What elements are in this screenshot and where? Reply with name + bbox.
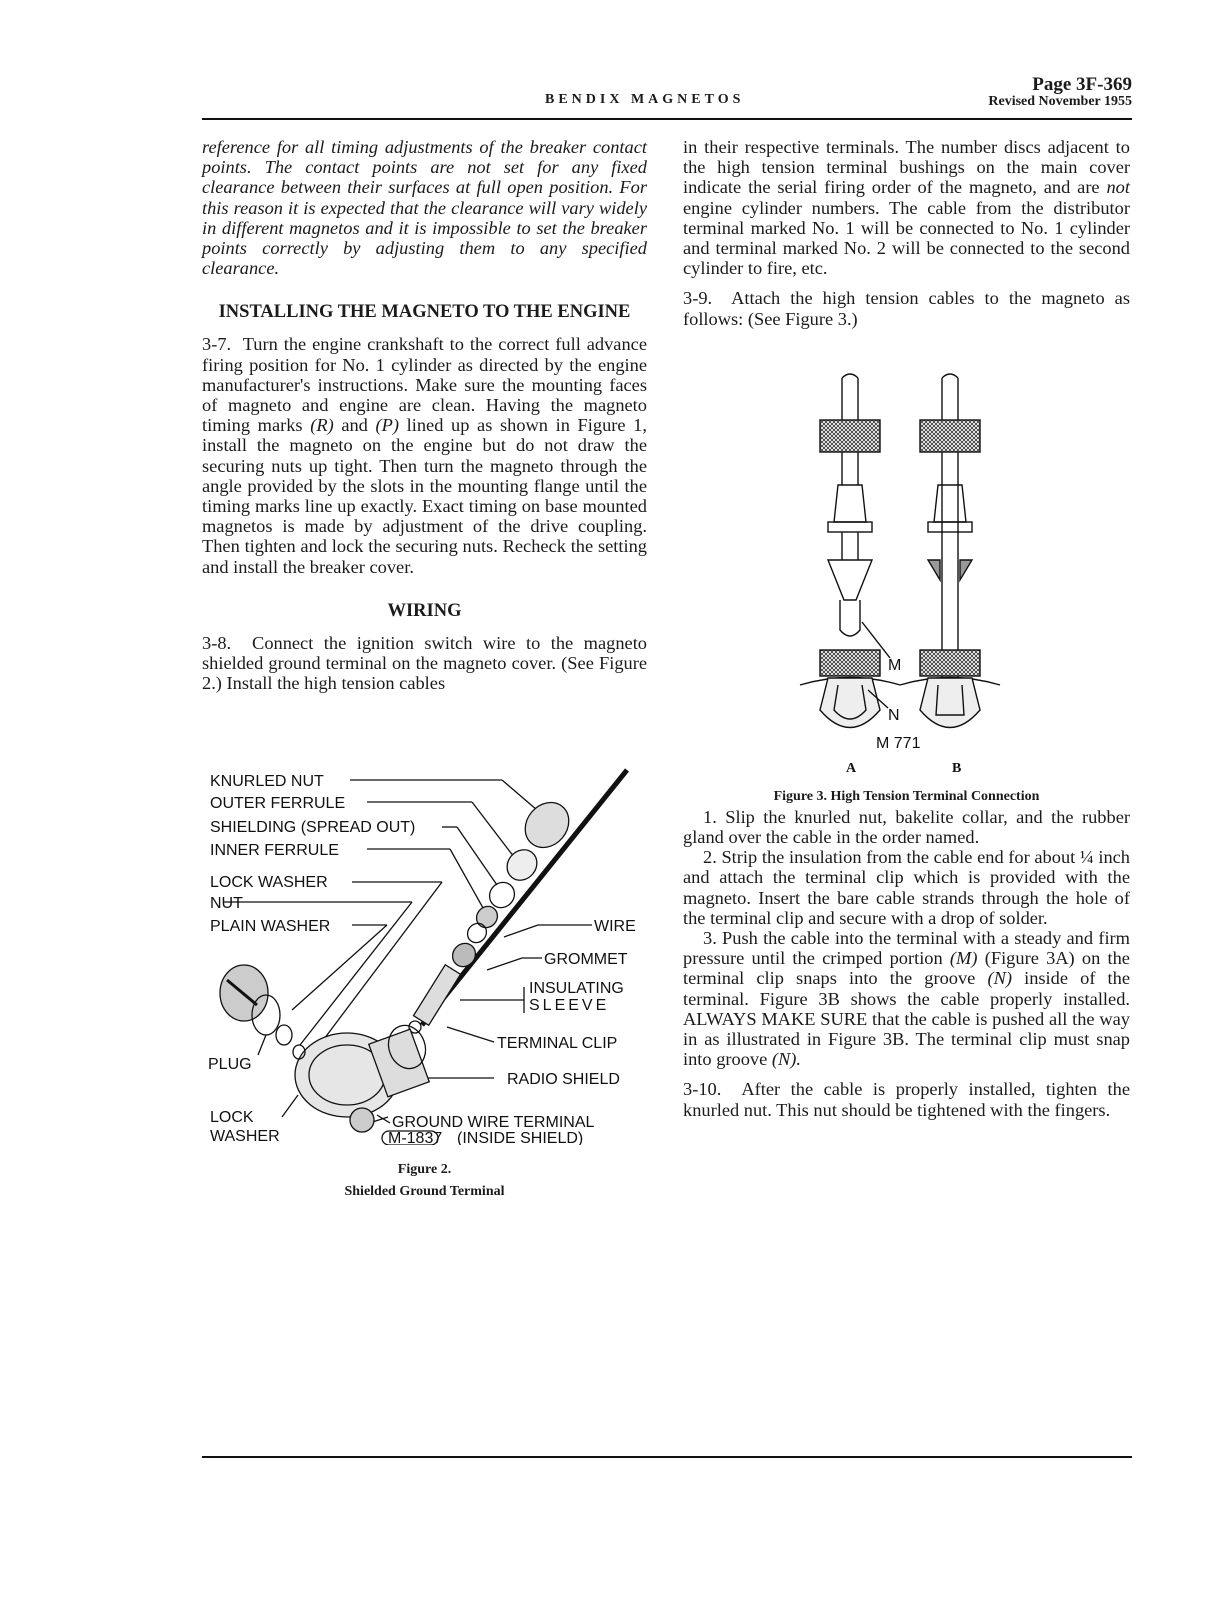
- label-plug: PLUG: [208, 1056, 252, 1073]
- heading-installing: INSTALLING THE MAGNETO TO THE ENGINE: [218, 302, 631, 323]
- emphasis-not: not: [1106, 177, 1130, 198]
- para-text: Turn the engine crankshaft to the correct full advance firing position for No. 1 cylinder as directed by the engine manufacturer's instructions. Make sure the mounting faces of magneto and engine are clean. Having the magneto timing marks: [202, 334, 647, 436]
- figure-2-code: M-1837: [388, 1130, 443, 1145]
- label-plain-washer: PLAIN WASHER: [210, 918, 331, 935]
- paragraph-3-8: [202, 633, 647, 694]
- step-2: [683, 847, 1130, 928]
- label-knurled-nut: KNURLED NUT: [210, 773, 324, 790]
- page-number: Page 3F-369: [1032, 74, 1132, 95]
- left-column: [202, 137, 647, 693]
- para-text: engine cylinder numbers. The cable from the distributor terminal marked No. 1 will be connected to No. 1 cylinder and terminal marked No. 2 will be connected to the second cylinder to fire, etc.: [683, 197, 1130, 279]
- label-outer-ferrule: OUTER FERRULE: [210, 795, 346, 812]
- header-rule: [202, 118, 1132, 120]
- step-text: Strip the insulation from the cable end for about ¼ inch and attach the terminal clip which is provided with the magneto. Insert the bare cable strands through the hole of the terminal clip and secure with a drop of solder.: [683, 847, 1130, 928]
- label-terminal-clip: TERMINAL CLIP: [497, 1035, 618, 1052]
- label-n-ref: (N): [987, 968, 1012, 989]
- footer-rule: [202, 1456, 1132, 1458]
- label-m-ref: (M): [949, 948, 978, 969]
- timing-mark-r: (R): [310, 415, 334, 436]
- para-and: and: [341, 415, 368, 436]
- figure-3-code: M 771: [876, 735, 921, 752]
- step-number: 2.: [703, 847, 717, 868]
- heading-wiring: WIRING: [387, 600, 462, 621]
- figure-2-diagram: [202, 765, 647, 1145]
- running-header-title: BENDIX MAGNETOS: [545, 92, 745, 107]
- paragraph-3-7: [202, 334, 647, 576]
- label-grommet: GROMMET: [544, 951, 628, 968]
- para-number: 3-7.: [202, 334, 232, 355]
- para-number: 3-9.: [683, 288, 713, 309]
- continuation-paragraph: [683, 137, 1130, 278]
- step-text: (Figure 3A) on the terminal clip snaps into the groove: [683, 948, 1130, 989]
- step-text: inside of the terminal. Figure 3B shows the cable properly installed. ALWAYS MAKE SURE that the cable is pushed all the way in as illustrated in Figure 3B. The terminal clip must snap into groove: [683, 968, 1131, 1070]
- label-a: A: [846, 761, 857, 776]
- label-lock-washer: LOCK WASHER: [210, 874, 328, 891]
- label-sleeve: SLEEVE: [529, 997, 610, 1014]
- paragraph-3-10: [683, 1079, 1130, 1119]
- para-text: in their respective terminals. The number discs adjacent to the high tension terminal bushings on the main cover indicate the serial firing order of the magneto, and are: [683, 137, 1130, 198]
- label-n-ref: (N).: [771, 1049, 802, 1070]
- step-number: 3.: [703, 928, 717, 949]
- label-b: B: [952, 761, 962, 776]
- step-text: Push the cable into the terminal with a steady and firm pressure until the crimped portion: [683, 928, 1130, 969]
- label-washer: WASHER: [210, 1128, 280, 1145]
- step-text: Slip the knurled nut, bakelite collar, and the rubber gland over the cable in the order named.: [683, 806, 1130, 848]
- label-inner-ferrule: INNER FERRULE: [210, 842, 339, 859]
- step-3: [683, 928, 1130, 1069]
- label-wire: WIRE: [594, 918, 636, 935]
- timing-mark-p: (P): [375, 415, 399, 436]
- figure-2-caption-title: Shielded Ground Terminal: [344, 1184, 505, 1199]
- para-text: Attach the high tension cables to the magneto as follows: (See Figure 3.): [683, 288, 1130, 329]
- revision-date: Revised November 1955: [988, 94, 1132, 109]
- intro-paragraph: reference for all timing adjustments of the breaker contact points. The contact points are not set for any fixed clearance between their surfaces at full open position. For this reason it is expected that the clearance will vary widely in different magnetos and it is impossible to set the breaker points correctly by adjusting them to any specified clearance.: [202, 137, 647, 279]
- para-text: After the cable is properly installed, tighten the knurled nut. This nut should be tightened with the fingers.: [683, 1079, 1130, 1120]
- step-number: 1.: [703, 806, 717, 827]
- label-ground-wire-terminal: GROUND WIRE TERMINAL: [392, 1114, 595, 1131]
- paragraph-3-9: [683, 288, 1130, 328]
- para-text: lined up as shown in Figure 1, install the magneto on the engine but do not draw the securing nuts up tight. Then turn the magneto through the angle provided by the slots in the mounting flange until the timing marks line up exactly. Exact timing on base mounted magnetos is made by adjustment of the drive coupling. Then tighten and lock the securing nuts. Recheck the setting and install the breaker cover.: [202, 415, 647, 577]
- para-number: 3-8.: [202, 632, 232, 653]
- figure-3-diagram: [780, 360, 1030, 780]
- para-text: Connect the ignition switch wire to the magneto shielded ground terminal on the magneto cover. (See Figure 2.) Install the high tension cables: [202, 632, 647, 694]
- para-number: 3-10.: [683, 1079, 722, 1100]
- label-radio-shield: RADIO SHIELD: [507, 1071, 620, 1088]
- label-n: N: [888, 707, 900, 724]
- label-shielding: SHIELDING (SPREAD OUT): [210, 819, 416, 836]
- figure-2-caption-number: Figure 2.: [397, 1162, 452, 1177]
- label-m: M: [888, 657, 902, 674]
- label-insulating: INSULATING: [529, 980, 624, 997]
- step-1: [683, 807, 1130, 847]
- label-nut: NUT: [210, 895, 243, 912]
- label-inside-shield: (INSIDE SHIELD): [457, 1130, 584, 1145]
- figure-3-caption: Figure 3. High Tension Terminal Connection: [773, 789, 1040, 804]
- label-lock: LOCK: [210, 1109, 254, 1126]
